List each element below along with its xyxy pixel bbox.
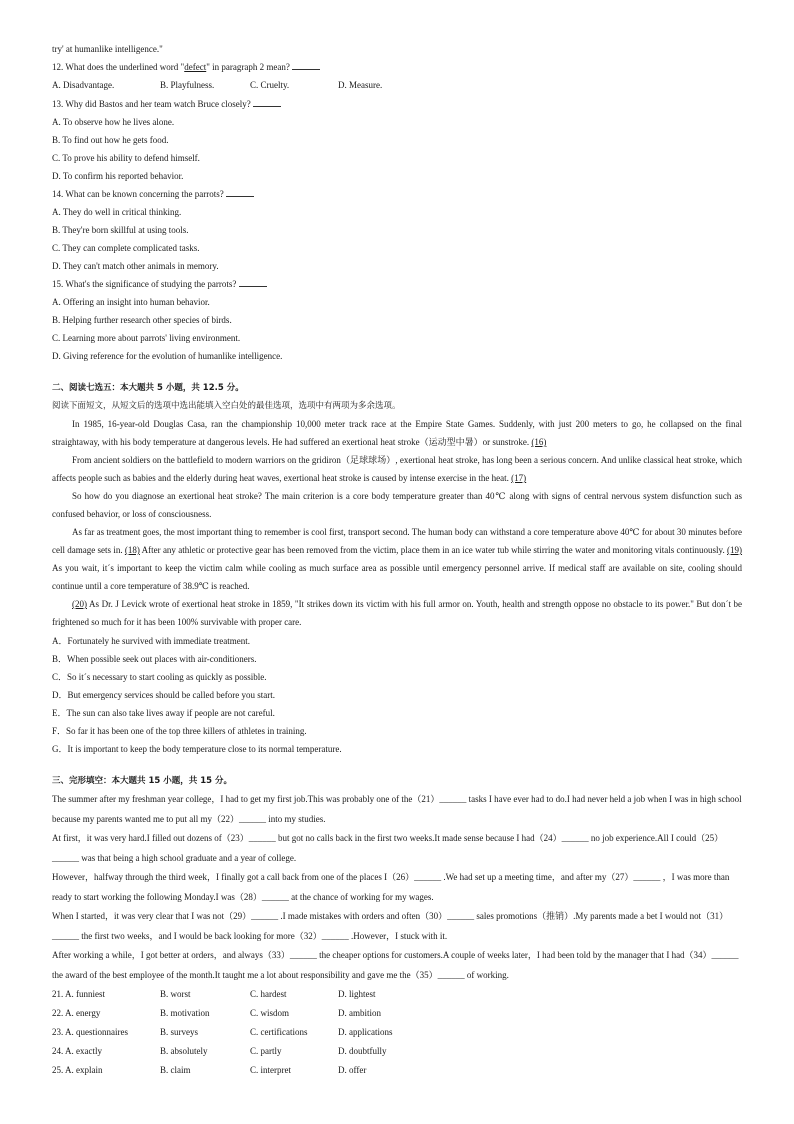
question-14 [52, 185, 742, 203]
option[interactable]: D. Giving reference for the evolution of humanlike intelligence. [52, 351, 283, 361]
blank-18[interactable]: (18) [124, 545, 140, 555]
cloze-item-25 [52, 1061, 742, 1080]
option[interactable]: B. absolutely [160, 1046, 208, 1056]
option[interactable]: D. To confirm his reported behavior. [52, 171, 184, 181]
cloze-paragraph: However，halfway through the third week，I finally got a call back from one of the places I（26）______ .We had set up a meeting time，and after my（27）______ ，I was more than ready to start working the following Monday.I was（28）______ at the chance of working for my wages. [52, 872, 730, 902]
option[interactable]: C. They can complete complicated tasks. [52, 243, 200, 253]
option[interactable]: 25. A. explain [52, 1065, 103, 1075]
option[interactable]: B. claim [160, 1065, 191, 1075]
passage-paragraph [52, 415, 742, 451]
option[interactable]: D. offer [338, 1065, 367, 1075]
option[interactable]: B. motivation [160, 1008, 210, 1018]
paragraph-text: As Dr. J Levick wrote of exertional heat stroke in 1859, "It strikes down its victim with his full armor on. Youth, health and strength oppose no obstacle to its power." But don´t be frightened so much for it has been 100% survivable with proper care. [52, 599, 742, 627]
option[interactable]: C. Cruelty. [250, 80, 290, 90]
option[interactable]: C. hardest [250, 989, 287, 999]
option[interactable]: D. applications [338, 1027, 393, 1037]
question-13 [52, 95, 742, 113]
option[interactable]: C. wisdom [250, 1008, 290, 1018]
option[interactable]: B. worst [160, 989, 191, 999]
option[interactable]: A．Fortunately he survived with immediate treatment. [52, 636, 250, 646]
option[interactable]: D. ambition [338, 1008, 381, 1018]
answer-blank[interactable] [292, 59, 320, 70]
q15-text: 15. What's the significance of studying the parrots? [52, 279, 237, 289]
option[interactable]: 21. A. funniest [52, 989, 105, 999]
option[interactable]: B. They're born skillful at using tools. [52, 225, 189, 235]
option[interactable]: E．The sun can also take lives away if people are not careful. [52, 708, 275, 718]
exam-page [52, 40, 742, 1080]
paragraph-text: As far as treatment goes, the most important thing to remember is cool first, transport second. The human body can withstand a core temperature above 40℃ for about 30 minutes before cell damage sets in. [52, 527, 742, 555]
option[interactable]: D. They can't match other animals in memory. [52, 261, 219, 271]
cloze-paragraph: After working a while，I got better at orders，and always（33）______ the cheaper options for customers.A couple of weeks later，I had been told by the manager that I had（34）______ the award of the best employee of the month.It taught me a lot about responsibility and gave me the（35）______ of working. [52, 950, 739, 980]
question-12 [52, 58, 742, 76]
option[interactable]: A. Offering an insight into human behavior. [52, 297, 210, 307]
passage-carry-line: try' at humanlike intelligence." [52, 44, 163, 54]
section-2-title: 二、阅读七选五：本大题共 5 小题，共 12.5 分。 [52, 383, 244, 393]
q12-pre: 12. What does the underlined word " [52, 62, 185, 72]
option[interactable]: B．When possible seek out places with air-conditioners. [52, 654, 257, 664]
section-2-instruction: 阅读下面短文，从短文后的选项中选出能填入空白处的最佳选项，选项中有两项为多余选项。 [52, 401, 401, 411]
option[interactable]: A. Disadvantage. [52, 80, 115, 90]
option[interactable]: 22. A. energy [52, 1008, 101, 1018]
q12-post: " in paragraph 2 mean? [206, 62, 290, 72]
passage-paragraph [52, 595, 742, 631]
option[interactable]: C. partly [250, 1046, 282, 1056]
option[interactable]: G．It is important to keep the body temperature close to its normal temperature. [52, 744, 342, 754]
option[interactable]: C. certifications [250, 1027, 308, 1037]
option[interactable]: C. interpret [250, 1065, 291, 1075]
paragraph-text: In 1985, 16-year-old Douglas Casa, ran the championship 10,000 meter track race at the Empire State Games. Suddenly, with just 200 meters to go, he collapsed on the final straightaway, with his body temperature at dangerous levels. He had suffered an exertional heat stroke（运动型中暑）or sunstroke. [52, 419, 742, 447]
paragraph-text: After any athletic or protective gear has been removed from the victim, place them in an ice water tub while stirring the water and monitoring vitals continuously. [141, 545, 725, 555]
option[interactable]: C. To prove his ability to defend himself. [52, 153, 200, 163]
option[interactable]: 24. A. exactly [52, 1046, 102, 1056]
blank-19[interactable]: (19) [727, 545, 743, 555]
answer-blank[interactable] [253, 96, 281, 107]
option[interactable]: A. They do well in critical thinking. [52, 207, 182, 217]
option[interactable]: C．So it´s necessary to start cooling as quickly as possible. [52, 672, 267, 682]
answer-blank[interactable] [226, 186, 254, 197]
paragraph-text: From ancient soldiers on the battlefield to modern warriors on the gridiron（足球球场）, exertional heat stroke, has long been a serious concern. And unlike classical heat stroke, which affects people such as babies and the elderly during heat waves, exertional heat stroke is caused by intense exercise in the heat. [52, 455, 742, 483]
option[interactable]: A. To observe how he lives alone. [52, 117, 175, 127]
option[interactable]: D. Measure. [338, 80, 383, 90]
answer-blank[interactable] [239, 276, 267, 287]
passage-paragraph: So how do you diagnose an exertional heat stroke? The main criterion is a core body temperature greater than 40℃ along with signs of central nervous system disfunction such as confused behavior, or loss of consciousness. [52, 491, 742, 519]
option[interactable]: C. Learning more about parrots' living environment. [52, 333, 241, 343]
option[interactable]: D．But emergency services should be called before you start. [52, 690, 276, 700]
blank-17[interactable]: (17) [511, 473, 527, 483]
blank-16[interactable]: (16) [531, 437, 547, 447]
option[interactable]: D. lightest [338, 989, 376, 999]
cloze-paragraph: The summer after my freshman year college，I had to get my first job.This was probably one of the（21）______ tasks I have ever had to do.I had never held a job when I was in high school because my parents wanted me to put all my（22）______ into my studies. [52, 794, 742, 824]
option[interactable]: B. Playfulness. [160, 80, 215, 90]
option[interactable]: B. surveys [160, 1027, 198, 1037]
cloze-paragraph: At first，it was very hard.I filled out dozens of（23）______ but got no calls back in the first two weeks.It made sense because I had（24）______ no job experience.All I could（25）______ was that being a high school graduate and a year of college. [52, 833, 724, 863]
q14-text: 14. What can be known concerning the parrots? [52, 189, 224, 199]
cloze-item-22 [52, 1004, 742, 1023]
passage-paragraph [52, 523, 742, 595]
option[interactable]: B. To find out how he gets food. [52, 135, 169, 145]
cloze-item-24 [52, 1042, 742, 1061]
cloze-paragraph: When I started，it was very clear that I was not（29）______ .I made mistakes with orders and often（30）______ sales promotions（推销）.My parents made a bet I would not（31）______ the first two weeks，and I would be back looking for more（32）______ .However，I stuck with it. [52, 911, 729, 941]
cloze-item-21 [52, 985, 742, 1004]
paragraph-text: As you wait, it´s important to keep the victim calm while cooling as much surface area as possible until emergency personnel arrive. If medical staff are available on site, cooling should continue until a core temperature of 38.9℃ is reached. [52, 563, 742, 591]
question-15 [52, 275, 742, 293]
passage-paragraph [52, 451, 742, 487]
cloze-item-23 [52, 1023, 742, 1042]
option[interactable]: B. Helping further research other species of birds. [52, 315, 232, 325]
option[interactable]: D. doubtfully [338, 1046, 387, 1056]
q12-underlined-word: defect [184, 62, 207, 72]
q12-options [52, 76, 742, 95]
option[interactable]: F．So far it has been one of the top three killers of athletes in training. [52, 726, 307, 736]
blank-20[interactable]: (20) [72, 599, 87, 609]
section-3-title: 三、完形填空：本大题共 15 小题，共 15 分。 [52, 776, 232, 786]
q13-text: 13. Why did Bastos and her team watch Bruce closely? [52, 99, 251, 109]
option[interactable]: 23. A. questionnaires [52, 1027, 128, 1037]
